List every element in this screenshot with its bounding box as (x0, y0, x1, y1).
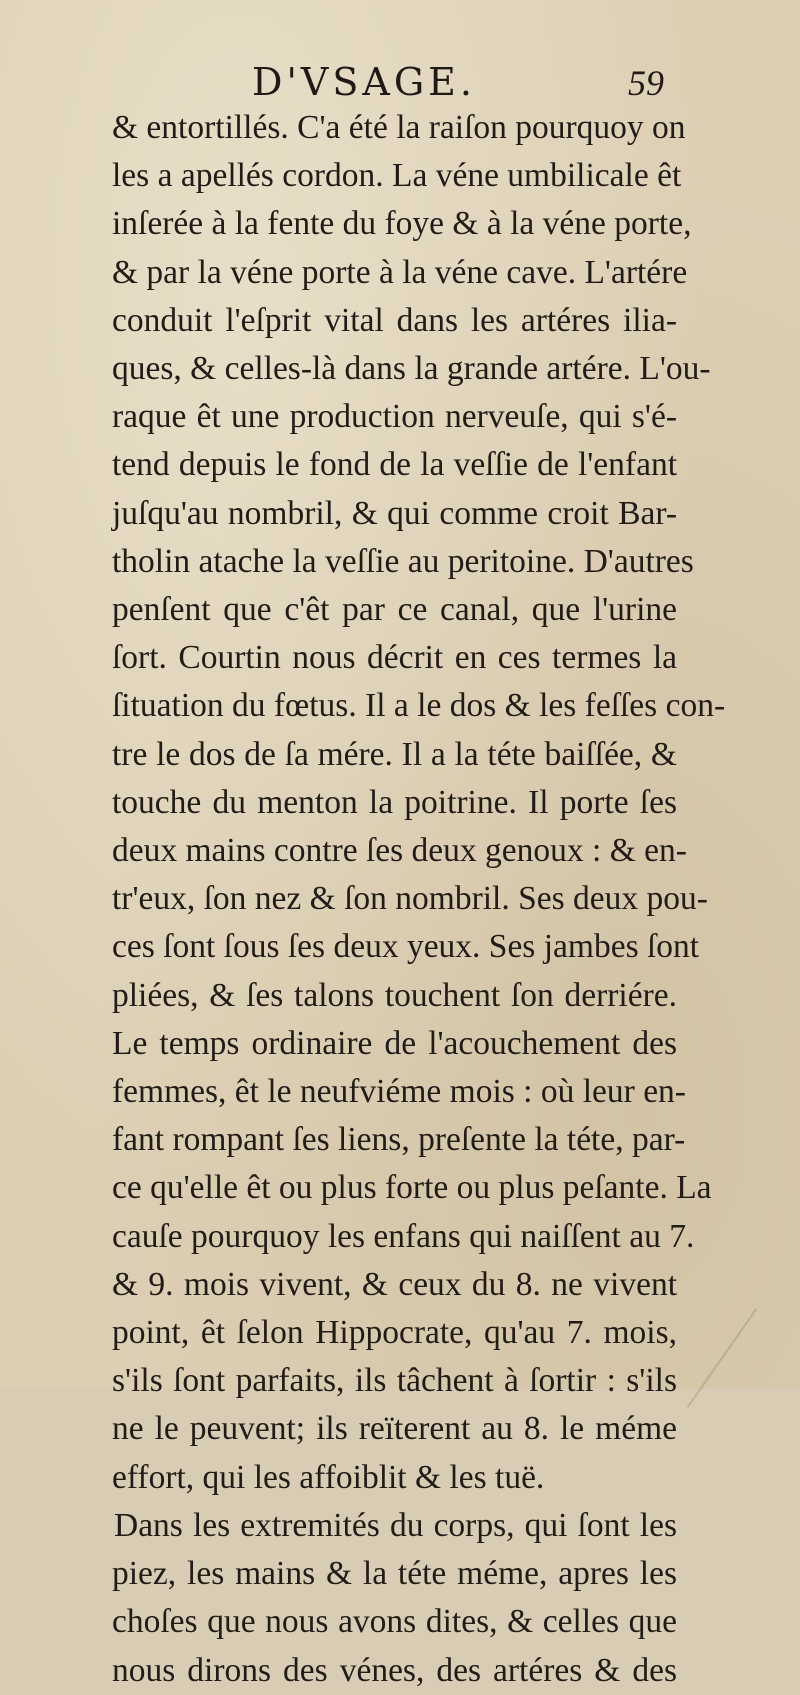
text-line: juſqu'au nombril, & qui comme croit Bar- (112, 494, 677, 532)
text-line: ne le peuvent; ils reïterent au 8. le méme (112, 1410, 677, 1448)
text-line: cauſe pourquoy les enfans qui naiſſent au 7. (112, 1217, 695, 1255)
text-line: touche du menton la poitrine. Il porte ſes (112, 783, 677, 821)
page-header (0, 60, 800, 110)
text-line: s'ils ſont parfaits, ils tâchent à ſortir : s'ils (112, 1362, 677, 1400)
text-line: ques, & celles-là dans la grande artére. L'ou- (112, 350, 711, 388)
text-line: tend depuis le fond de la veſſie de l'enfant (112, 446, 677, 484)
text-line: raque êt une production nerveuſe, qui s'é- (112, 398, 677, 436)
text-line: pliées, & ſes talons touchent ſon derriére. (112, 976, 677, 1014)
text-line: ce qu'elle êt ou plus forte ou plus peſante. La (112, 1169, 712, 1207)
body-text (112, 104, 726, 1695)
text-line: ſort. Courtin nous décrit en ces termes la (112, 639, 677, 677)
text-line: inſerée à la fente du foye & à la véne porte, (112, 205, 692, 243)
text-line: ſituation du fœtus. Il a le dos & les feſſes con- (112, 687, 726, 725)
text-line: & 9. mois vivent, & ceux du 8. ne vivent (112, 1265, 677, 1303)
text-line: Dans les extremités du corps, qui ſont les (114, 1506, 677, 1544)
text-line: choſes que nous avons dites, & celles que (112, 1603, 677, 1641)
text-line: conduit l'eſprit vital dans les artéres ilia- (112, 301, 677, 339)
text-line: & entortillés. C'a été la raiſon pourquoy on (112, 109, 686, 146)
text-line: Le temps ordinaire de l'acouchement des (112, 1024, 677, 1062)
text-line: tre le dos de ſa mére. Il a la téte baiſſée, & (112, 735, 677, 773)
text-line: femmes, êt le neufviéme mois : où leur en- (112, 1073, 686, 1111)
text-line: piez, les mains & la téte méme, apres les (112, 1555, 677, 1593)
text-line: tholin atache la veſſie au peritoine. D'autres (112, 542, 694, 580)
text-line: fant rompant ſes liens, preſente la téte, par- (112, 1121, 686, 1159)
paragraph-1 (112, 104, 726, 1502)
page-number: 59 (628, 63, 664, 103)
text-line: & par la véne porte à la véne cave. L'artére (112, 253, 688, 291)
text-line: effort, qui les affoiblit & les tuë. (112, 1458, 545, 1496)
text-line: les a apellés cordon. La véne umbilicale êt (112, 157, 682, 195)
text-line: ces ſont ſous ſes deux yeux. Ses jambes ſont (112, 928, 700, 966)
paragraph-2 (112, 1502, 677, 1695)
text-line: nous dirons des vénes, des artéres & des (112, 1651, 677, 1689)
text-line: tr'eux, ſon nez & ſon nombril. Ses deux pou- (112, 880, 708, 918)
text-line: penſent que c'êt par ce canal, que l'urine (112, 591, 677, 629)
running-head: D'VSAGE. (252, 60, 477, 104)
text-line: deux mains contre ſes deux genoux : & en- (112, 832, 687, 870)
paper-crease (687, 1308, 757, 1407)
text-line: point, êt ſelon Hippocrate, qu'au 7. mois, (112, 1314, 677, 1352)
